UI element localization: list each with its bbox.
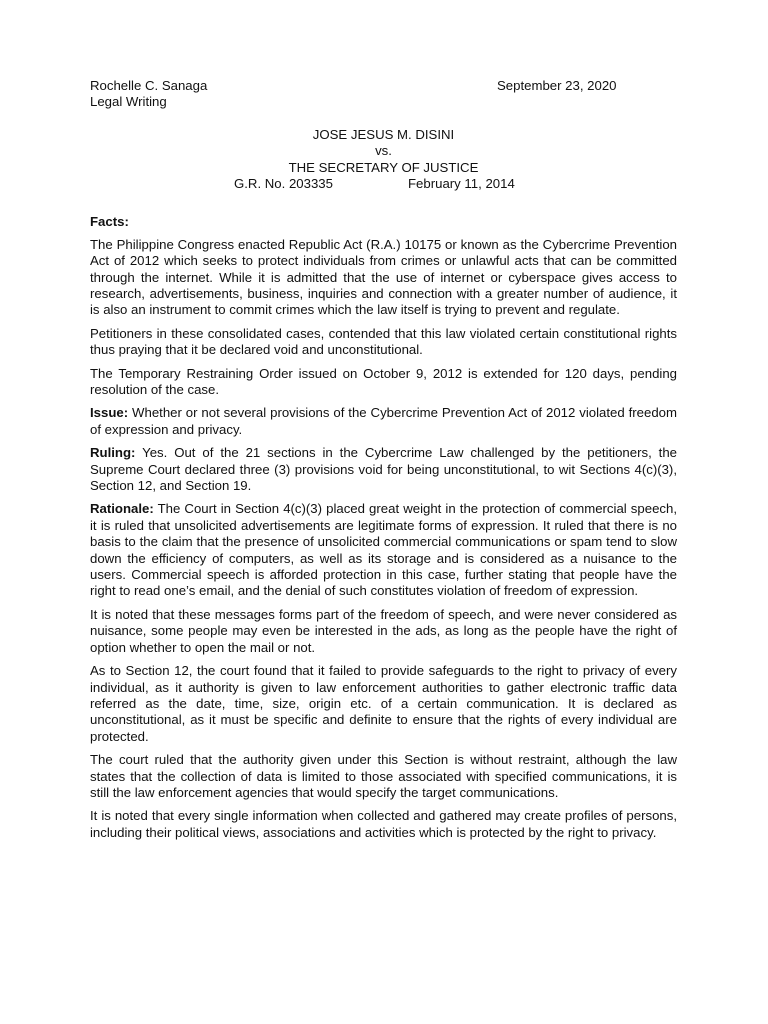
course-name: Legal Writing (90, 94, 167, 110)
decision-date: February 11, 2014 (408, 175, 515, 191)
issue-text: Whether or not several provisions of the Cybercrime Prevention Act of 2012 violated freedom of expression and privacy. (90, 405, 677, 437)
case-title (90, 127, 677, 193)
issue-label: Issue: (90, 405, 129, 421)
rationale-label: Rationale: (90, 501, 154, 517)
document-date: September 23, 2020 (497, 78, 617, 93)
issue-paragraph (90, 405, 677, 438)
facts-paragraph: Petitioners in these consolidated cases, contended that this law violated certain constitutional rights thus praying that it be declared void and unconstitutional. (90, 325, 677, 358)
facts-paragraph: The Philippine Congress enacted Republic Act (R.A.) 10175 or known as the Cybercrime Prevention Act of 2012 which seeks to protect individuals from crimes or unlawful acts that can be committed through the internet. While it is admitted that the use of internet or cyberspace gives access to research, advertisements, business, inquiries and connection with a greater number of audience, it is also an instrument to commit crimes which the law itself is trying to prevent and regulate. (90, 236, 677, 318)
rationale-paragraph: The court ruled that the authority given under this Section is without restraint, although the law states that the collection of data is limited to those associated with specified communications, it is still the law enforcement agencies that would specify the target communications. (90, 752, 677, 800)
rationale-paragraph: As to Section 12, the court found that it failed to provide safeguards to the right to privacy of every individual, as it authority is given to law enforcement authorities to gather electronic traffic data referred as the date, time, size, origin etc. of a certain communication. It is declared as unconstitutional, as it must be specific and definite to ensure that the rights of every individual are protected. (90, 663, 677, 744)
versus: vs. (375, 143, 392, 159)
petitioner: JOSE JESUS M. DISINI (312, 126, 455, 142)
ruling-label: Ruling: (90, 445, 136, 461)
facts-paragraph: The Temporary Restraining Order issued on October 9, 2012 is extended for 120 days, pending resolution of the case. (90, 365, 677, 398)
case-meta (90, 176, 677, 192)
rationale-paragraph: It is noted that these messages forms part of the freedom of speech, and were never considered as nuisance, some people may even be interested in the ads, as long as the people have the right of option whether to open the mail or not. (90, 606, 677, 655)
rationale-text: The Court in Section 4(c)(3) placed great weight in the protection of commercial speech, it is ruled that unsolicited advertisements are legitimate forms of expression. It ruled that there is no basis to the claim that the presence of unsolicited commercial communications or spam tend to slow down the efficiency of computers, as well as its storage and is considered as a nuisance to the users. Commercial speech is afforded protection in this case, further stating that people have the right to read one’s email, and the denial of such constitutes violation of freedom of expression. (90, 501, 677, 599)
ruling-paragraph (90, 445, 677, 494)
rationale-paragraph: It is noted that every single information when collected and gathered may create profiles of persons, including their political views, associations and activities which is protected by the right to privacy. (90, 808, 677, 840)
rationale-paragraph (90, 501, 677, 599)
document-body (90, 78, 677, 841)
gr-number: G.R. No. 203335 (234, 175, 333, 191)
header-row (90, 78, 677, 94)
facts-heading: Facts: (90, 214, 129, 230)
ruling-text: Yes. Out of the 21 sections in the Cybercrime Law challenged by the petitioners, the Supreme Court declared three (3) provisions void for being unconstitutional, to wit Sections 4(c)(3), Section 12, and Section 19. (90, 445, 677, 494)
respondent: THE SECRETARY OF JUSTICE (288, 159, 479, 175)
author-name: Rochelle C. Sanaga (90, 78, 208, 93)
